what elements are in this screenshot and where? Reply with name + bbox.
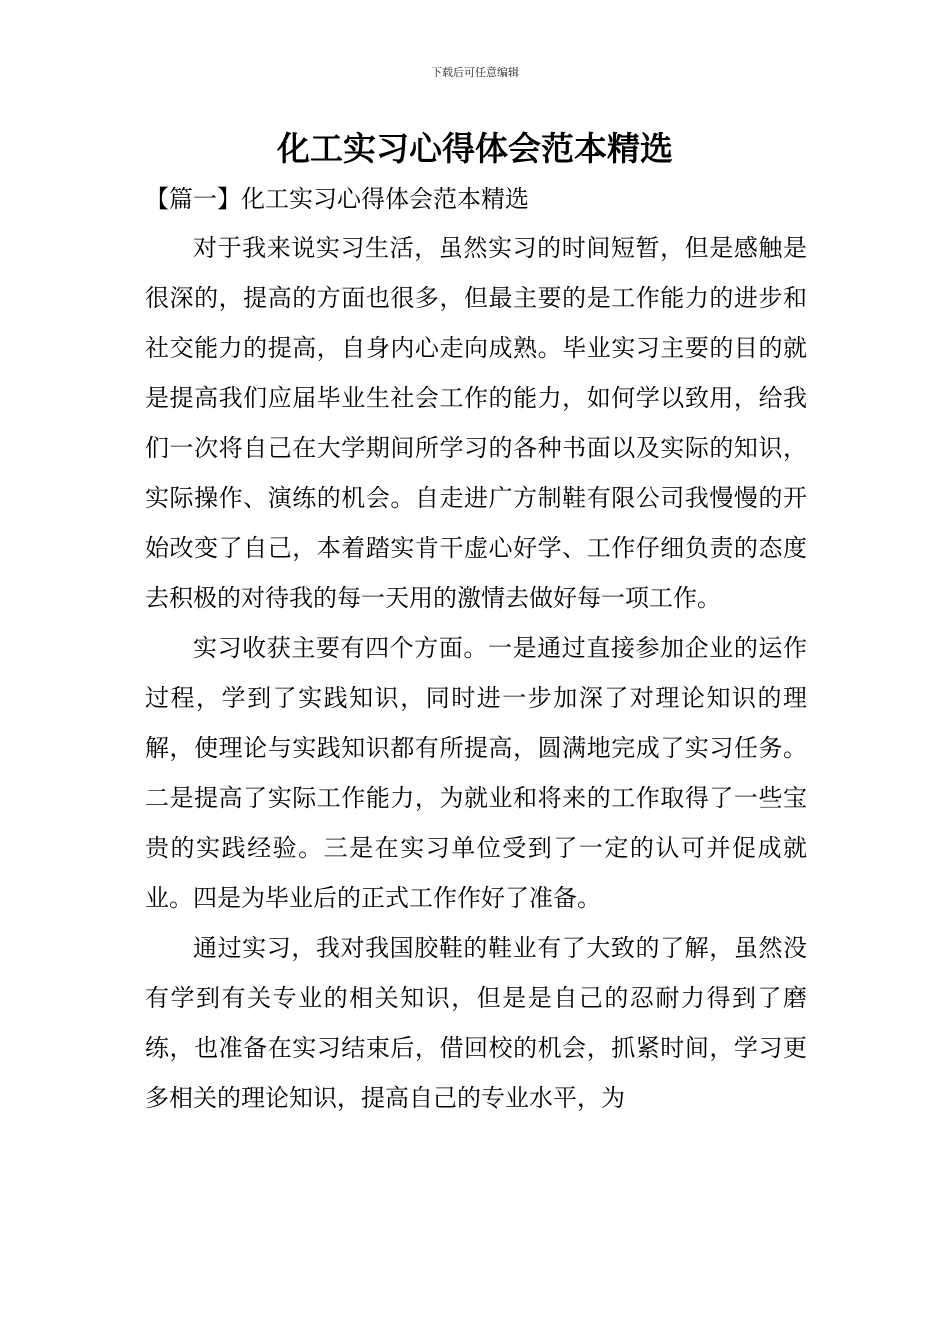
- paragraph-2: 实习收获主要有四个方面。一是通过直接参加企业的运作过程，学到了实践知识，同时进一步加深了对理论知识的理解，使理论与实践知识都有所提高，圆满地完成了实习任务。二是提高了实际工作能力，为就业和将来的工作取得了一些宝贵的实践经验。三是在实习单位受到了一定的认可并促成就业。四是为毕业后的正式工作作好了准备。: [145, 634, 807, 912]
- paragraph-1: 对于我来说实习生活，虽然实习的时间短暂，但是感触是很深的，提高的方面也很多，但最主要的是工作能力的进步和社交能力的提高，自身内心走向成熟。毕业实习主要的目的就是提高我们应届毕业生社会工作的能力，如何学以致用，给我们一次将自己在大学期间所学习的各种书面以及实际的知识，实际操作、演练的机会。自走进广方制鞋有限公司我慢慢的开始改变了自己，本着踏实肯干虚心好学、工作仔细负责的态度去积极的对待我的每一天用的激情去做好每一项工作。: [145, 234, 807, 612]
- body-text: [145, 223, 807, 1123]
- section-heading: 【篇一】化工实习心得体会范本精选: [145, 185, 529, 213]
- document-title: 化工实习心得体会范本精选: [277, 129, 673, 168]
- header-note: 下载后可任意编辑: [431, 66, 519, 79]
- paragraph-3: 通过实习，我对我国胶鞋的鞋业有了大致的了解，虽然没有学到有关专业的相关知识，但是是自己的忍耐力得到了磨练，也准备在实习结束后，借回校的机会，抓紧时间，学习更多相关的理论知识，提高自己的专业水平，为: [145, 934, 807, 1112]
